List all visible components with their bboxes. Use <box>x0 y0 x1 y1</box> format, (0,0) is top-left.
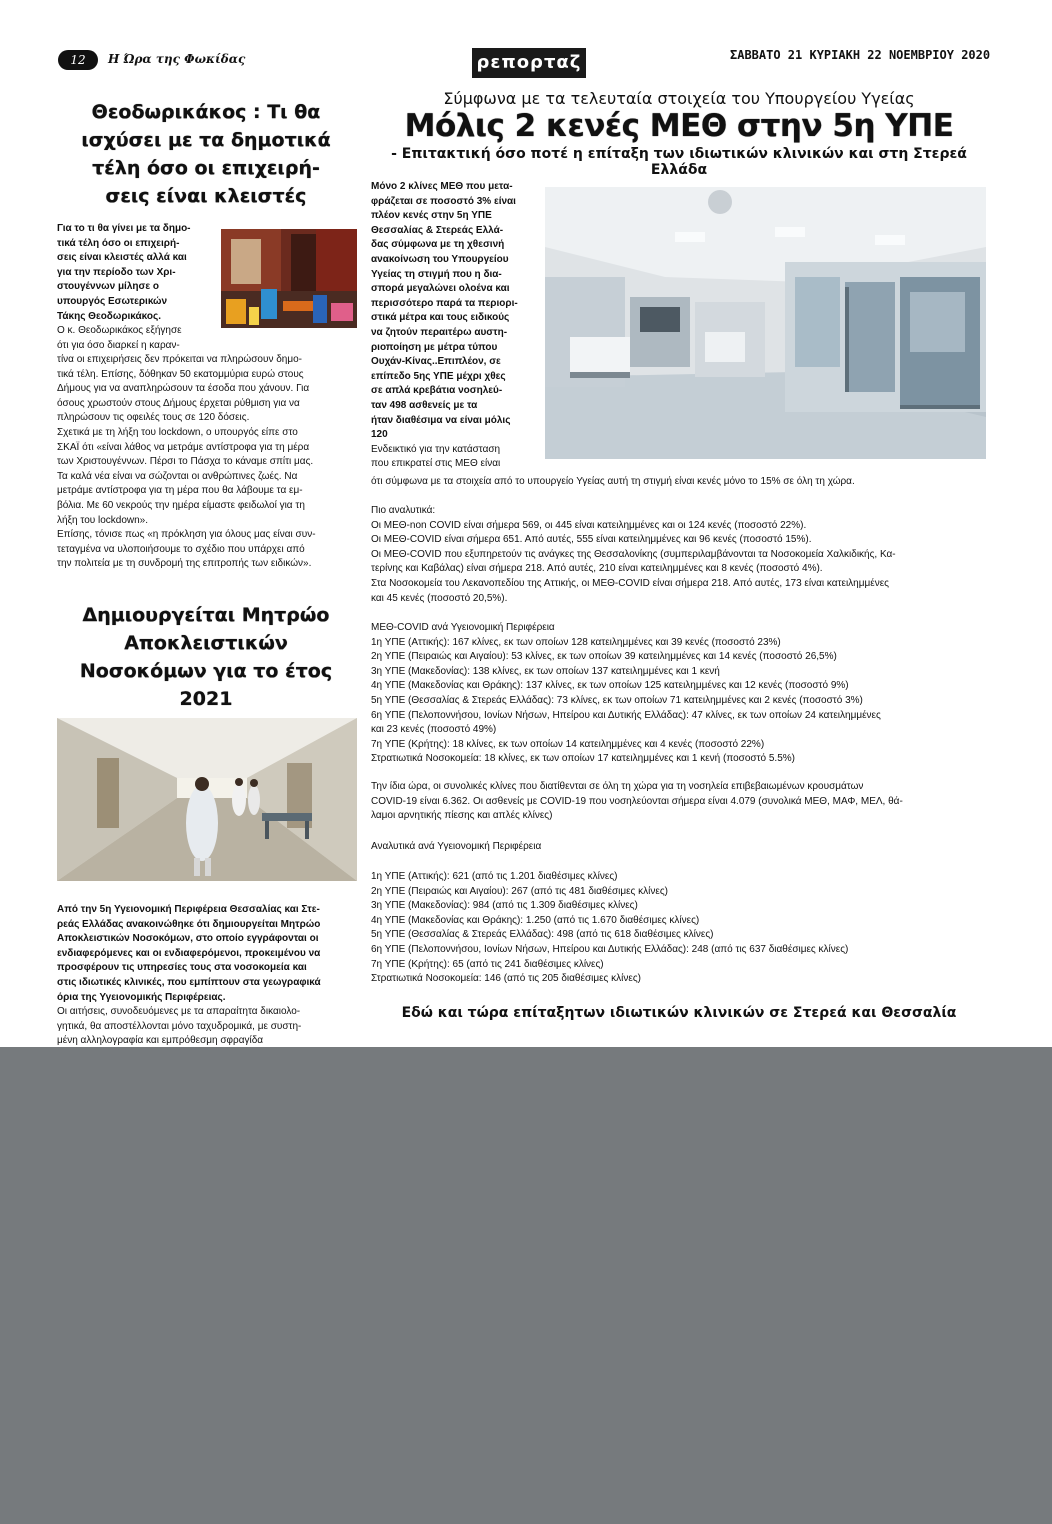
analysis-heading: Αναλυτικά ανά Υγειονομική Περιφέρεια <box>371 841 542 852</box>
region-icu-section: ΜΕΘ-COVID ανά Υγειονομική Περιφέρεια 1η ΥΠΕ (Αττικής): 167 κλίνες, εκ των οποίων 128 κατειλημμένες και 39 κενές (ποσοστό 23%) 2η ΥΠΕ (Πειραιώς και Αιγαίου): 53 κλίνες, εκ των οποίων 39 κατειλημμένες και 14 κενές (ποσοστό 26,5%) 3η ΥΠΕ (Μακεδονίας): 138 κλίνες, εκ των οποίων 137 κατειλημμένες και 1 κενή 4η ΥΠΕ (Μακεδονίας και Θράκης): 137 κλίνες, εκ των οποίων 125 κατειλημμένες και 12 κενές (ποσοστό 9%) 5η ΥΠΕ (Θεσσαλίας & Στερεάς Ελλάδας): 73 κλίνες, εκ των οποίων 71 κατειλημμένες και 2 κενές (ποσοστό 3%) 6η ΥΠΕ (Πελοποννήσου, Ιονίων Νήσων, Ηπείρου και Δυτικής Ελλάδας): 47 κλίνες, εκ των οποίων 24 κατειλημμένες και 23 κενές (ποσοστό 49%) 7η ΥΠΕ (Κρήτης): 18 κλίνες, εκ των οποίων 14 κατειλημμένες και 4 κενές (ποσοστό 22%) Στρατιωτικά Νοσοκομεία: 18 κλίνες, εκ των οποίων 17 κατειλημμένες και 1 κενή (ποσοστό 5.5%) <box>371 622 881 765</box>
article1-intro: Για το τι θα γίνει με τα δημο- τικά τέλη όσο οι επιχειρή- σεις είναι κλειστές αλλά και για την περίοδο των Χρι- στουγέννων μίλησε ο υπουργός Εσωτερικών Τάκης Θεοδωρικάκος. Ο κ. Θεοδωρικάκος εξήγησε ότι για όσο διαρκεί η καραν- <box>57 223 191 351</box>
details-section: Πιο αναλυτικά: Οι ΜΕΘ-non COVID είναι σήμερα 569, οι 445 είναι κατειλημμένες και οι 124 κενές (ποσοστό 22%). Οι ΜΕΘ-COVID είναι σήμερα 651. Από αυτές, 555 είναι κατειλημμένες και 96 κενές (ποσοστό 15%). Οι ΜΕΘ-COVID που εξυπηρετούν τις ανάγκες της Θεσσαλονίκης (συμπεριλαμβάνονται τα Νοσοκομεία Χαλκιδικής, Κα- τερίνης και Καβάλας) είναι σήμερα 218. Από αυτές, 210 είναι κατειλημμένες και 8 κενές (ποσοστό 4%). Στα Νοσοκομεία του Λεκανοπεδίου της Αττικής, οι ΜΕΘ-COVID είναι σήμερα 218. Από αυτές, 173 είναι κατειλημμένες και 45 κενές (ποσοστό 20,5%). <box>371 505 896 604</box>
headline-line: τέλη όσο οι επιχειρή- <box>92 157 320 179</box>
main-intro: Μόνο 2 κλίνες ΜΕΘ που μετα- φράζεται σε ποσοστό 3% είναι πλέον κενές στην 5η ΥΠΕ Θεσσαλίας & Στερεάς Ελλά- δας σύμφωνα με τη χθεσινή ανακοίνωση του Υπουργείου Υγείας τη στιγμή που η δια- σπορά μεγαλώνει ολοένα και περισσότερο παρά τα περιορι- στικά μέτρα και τους ειδικούς να ζητούν περαιτέρω αυστη- ριοποίηση με μέτρα τύπου Ουχάν-Κίνας..Επιπλέον, σε επίπεδο 5ης ΥΠΕ μέχρι χθες σε απλά κρεβάτια νοσηλεύ- ταν 498 ασθενείς με τα ήταν διαθέσιμα να είναι μόλις 120 Ενδεικτικό για την κατάσταση που επικρατεί στις ΜΕΘ είναι <box>371 181 518 470</box>
page-number: 12 <box>58 50 98 70</box>
main-kicker: Σύμφωνα με τα τελευταία στοιχεία του Υπουργείου Υγείας <box>443 89 915 108</box>
hospital-corridor-photo <box>57 718 357 881</box>
article2-body: Οι αιτήσεις, συνοδευόμενες με τα απαραίτητα δικαιολο- γητικά, θα αποστέλλονται μόνο ταχυδρομικά, με συστη- μένη αλληλογραφία και εμπρόθεσμη σφραγίδα <box>57 1006 302 1047</box>
article1-headline <box>56 98 356 210</box>
main-subheadline: - Επιτακτική όσο ποτέ η επίταξη των ιδιωτικών κλινικών και στη Στερεά Ελλάδα <box>391 146 967 178</box>
headline-line: ισχύσει με τα δημοτικά <box>81 129 331 151</box>
analysis-section: 1η ΥΠΕ (Αττικής): 621 (από τις 1.201 διαθέσιμες κλίνες) 2η ΥΠΕ (Πειραιώς και Αιγαίου): 267 (από τις 481 διαθέσιμες κλίνες) 3η ΥΠΕ (Μακεδονίας): 984 (από τις 1.309 διαθέσιμες κλίνες) 4η ΥΠΕ (Μακεδονίας και Θράκης): 1.250 (από τις 1.670 διαθέσιμες κλίνες) 5η ΥΠΕ (Θεσσαλίας & Στερεάς Ελλάδας): 498 (από τις 618 διαθέσιμες κλίνες) 6η ΥΠΕ (Πελοποννήσου, Ιονίων Νήσων, Ηπείρου και Δυτικής Ελλάδας): 248 (από τις 637 διαθέσιμες κλίνες) 7η ΥΠΕ (Κρήτης): 65 (από τις 241 διαθέσιμες κλίνες) Στρατιωτικά Νοσοκομεία: 146 (από τις 205 διαθέσιμες κλίνες) <box>371 871 849 985</box>
section-label: ρεπορταζ <box>472 48 586 78</box>
headline-line: Αποκλειστικών <box>124 632 288 654</box>
article2-headline <box>56 601 356 713</box>
headline-line: σεις είναι κλειστές <box>105 185 307 207</box>
headline-line: 2021 <box>179 688 233 710</box>
headline-line: Δημιουργείται Μητρώο <box>82 604 330 626</box>
issue-date: ΣΑΒΒΑΤΟ 21 ΚΥΡΙΑΚΗ 22 ΝΟΕΜΒΡΙΟΥ 2020 <box>730 48 991 62</box>
main-intro-end: ότι σύμφωνα με τα στοιχεία από το υπουργείο Υγείας αυτή τη στιγμή είναι κενές μόνο το 15% σε όλη τη χώρα. <box>371 476 855 487</box>
cafe-photo <box>221 229 357 328</box>
icu-ward-photo <box>545 187 986 459</box>
article2-intro: Από την 5η Υγειονομική Περιφέρεια Θεσσαλίας και Στε- ρεάς Ελλάδας ανακοινώθηκε ότι δημιουργείται Μητρώο Αποκλειστικών Νοσοκόμων, στο οποίο εγγράφονται οι ενδιαφερόμενες και οι ενδιαφερόμενοι, προκειμένου να προσφέρουν τις υπηρεσίες τους στα νοσοκομεία και στις ιδιωτικές κλινικές, που εμπίπτουν στα γεωγραφικά όρια της Υγειονομικής Περιφέρειας. <box>57 904 321 1003</box>
main-headline: Μόλις 2 κενές ΜΕΘ στην 5η ΥΠΕ <box>404 108 954 144</box>
totals-section: Την ίδια ώρα, οι συνολικές κλίνες που διατίθενται σε όλη τη χώρα για τη νοσηλεία επιβεβαιωμένων κρουσμάτων COVID-19 είναι 6.362. Οι ασθενείς με COVID-19 που νοσηλεύονται σήμερα είναι 4.079 (συνολικά ΜΕΘ, ΜΑΦ, ΜΕΛ, θά- λαμοι αρνητικής πίεσης και απλές κλίνες) <box>371 781 903 822</box>
article1-body: τίνα οι επιχειρήσεις δεν πρόκειται να πληρώσουν δημο- τικά τέλη. Επίσης, δόθηκαν 50 εκατομμύρια ευρώ στους Δήμους για να αναπληρώσουν τα έσοδα που χάνουν. Για όσους χρωστούν στους Δήμους έρχεται ρύθμιση για να πληρώσουν τις οφειλές τους σε 120 δόσεις. Σχετικά με τη λήξη του lockdown, ο υπουργός είπε στο ΣΚΑΪ ότι «είναι λάθος να μετράμε αντίστροφα για τη μέρα των Χριστουγέννων. Πέρσι το Πάσχα το κάναμε σπίτι μας. Τα καλά νέα είναι να σώζονται οι ανθρώπινες ζωές. Να μετράμε αντίστροφα για τη μέρα που θα λάβουμε τα εμ- βόλια. Με 60 νεκρούς την ημέρα είμαστε φειδωλοί για τη λήξη του lockdown». Επίσης, τόνισε πως «η πρόκληση για όλους μας είναι συν- τεταγμένα να υλοποιήσουμε το σχέδιο που υπάρχει από την πολιτεία με τη συνδρομή της επιτροπής των ειδικών». <box>57 354 316 570</box>
newspaper-name: Η Ώρα της Φωκίδας <box>108 52 246 66</box>
closing-headline: Εδώ και τώρα επίταξητων ιδιωτικών κλινικών σε Στερεά και Θεσσαλία <box>401 1005 957 1021</box>
blank-lower-area <box>0 1047 1052 1524</box>
headline-line: Θεοδωρικάκος : Τι θα <box>91 101 321 123</box>
headline-line: Νοσοκόμων για το έτος <box>79 660 333 682</box>
